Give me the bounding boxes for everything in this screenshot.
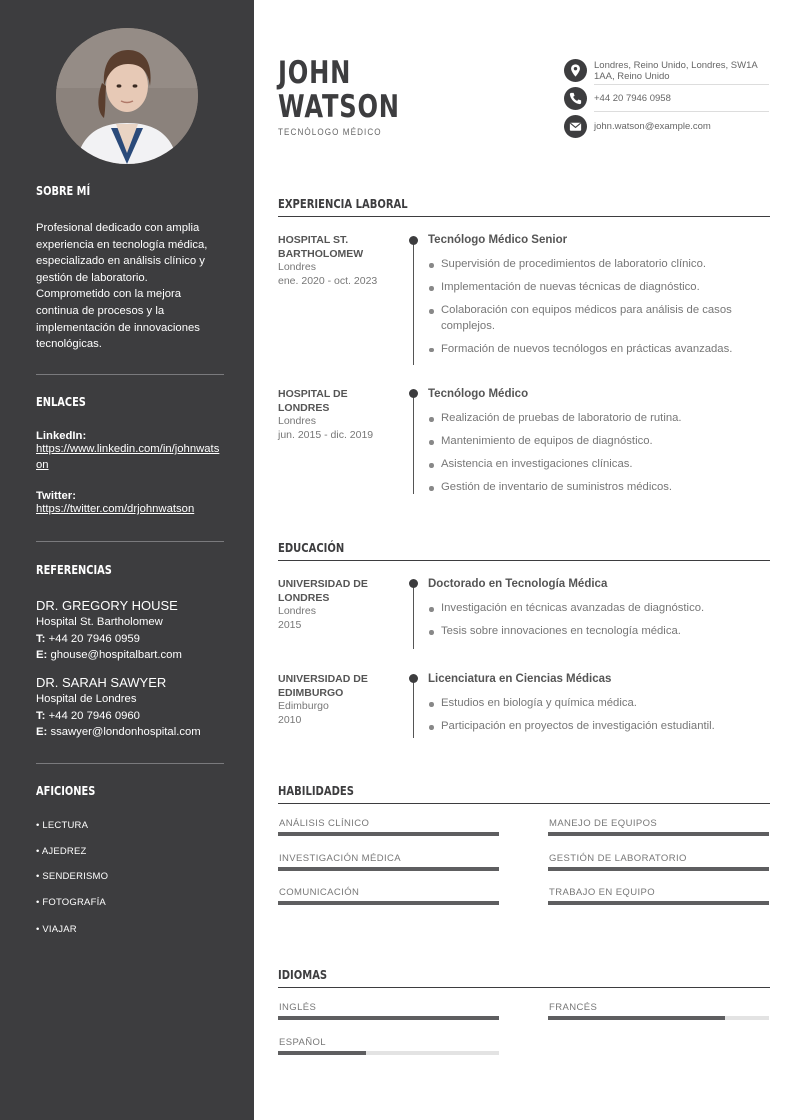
experience-role: Tecnólogo Médico Senior [428,234,568,246]
hobbies-title: AFICIONES [36,784,96,798]
skill-level-fill [548,901,769,905]
hobby-item: • AJEDREZ [36,846,87,857]
experience-location: Londres [278,415,316,427]
reference-name: DR. GREGORY HOUSE [36,598,178,613]
reference-item [36,674,226,741]
contact-address: Londres, Reino Unido, Londres, SW1A 1AA, Reino Unido [594,60,758,83]
section-rule [278,803,770,804]
skill-level-bar [278,832,499,836]
language-label: FRANCÉS [549,1002,598,1013]
link-label: LinkedIn: [36,430,87,442]
reference-name: DR. SARAH SAWYER [36,675,167,690]
skill-level-bar [548,867,769,871]
profile-photo [56,28,198,164]
skill-level-fill [548,832,769,836]
hobby-item: • SENDERISMO [36,871,109,882]
list-item: Gestión de inventario de suministros médicos. [428,480,768,496]
skill-level-bar [548,901,769,905]
reference-org: Hospital de Londres [36,693,137,705]
language-level-bar [548,1016,769,1020]
education-dates: 2015 [278,619,302,631]
twitter-link[interactable]: https://twitter.com/drjohnwatson [36,503,195,515]
education-dates: 2010 [278,714,302,726]
experience-org: HOSPITAL ST. BARTHOLOMEW [278,234,364,260]
divider [36,541,224,542]
language-level-bar [278,1016,499,1020]
reference-email: E: ssawyer@londonhospital.com [36,726,201,738]
experience-bullets [428,411,768,503]
divider [36,374,224,375]
linkedin-link[interactable]: https://www.linkedin.com/in/johnwatson [36,443,220,471]
skills-title: HABILIDADES [278,783,354,798]
skill-level-fill [278,901,499,905]
language-level-bar [278,1051,499,1055]
divider [36,763,224,764]
languages-title: IDIOMAS [278,967,328,982]
experience-location: Londres [278,261,316,273]
section-rule [278,987,770,988]
skill-label: MANEJO DE EQUIPOS [549,818,658,829]
skill-label: COMUNICACIÓN [279,887,360,898]
link-label: Twitter: [36,490,76,502]
job-title: TECNÓLOGO MÉDICO [278,127,382,137]
skill-label: GESTIÓN DE LABORATORIO [549,852,687,864]
timeline-line [413,394,414,494]
experience-role: Tecnólogo Médico [428,388,529,400]
education-location: Edimburgo [278,700,329,712]
timeline-line [413,584,414,649]
education-org: UNIVERSIDAD DE EDIMBURGO [278,673,368,699]
education-org: UNIVERSIDAD DE LONDRES [278,578,368,604]
skill-level-fill [548,867,769,871]
timeline-dot [409,579,418,588]
skill-label: TRABAJO EN EQUIPO [549,887,656,898]
contact-email: john.watson@example.com [594,121,711,132]
reference-phone: T: +44 20 7946 0959 [36,632,140,645]
section-rule [278,216,770,217]
hobby-item: • LECTURA [36,820,89,831]
divider [594,84,769,85]
reference-email: E: ghouse@hospitalbart.com [36,649,182,661]
education-bullets [428,601,768,647]
skill-level-fill [278,832,499,836]
list-item: Implementación de nuevas técnicas de diagnóstico. [428,280,768,296]
sidebar [0,0,254,1120]
envelope-icon [564,115,587,138]
timeline-line [413,679,414,738]
language-level-fill [278,1016,499,1020]
skill-label: ANÁLISIS CLÍNICO [279,818,370,829]
experience-dates: jun. 2015 - dic. 2019 [278,429,374,441]
last-name: WATSON [278,89,400,125]
list-item: Participación en proyectos de investigación estudiantil. [428,719,768,735]
link-linkedin [36,430,222,473]
reference-org: Hospital St. Bartholomew [36,616,163,628]
list-item: Asistencia en investigaciones clínicas. [428,457,768,473]
list-item: Estudios en biología y química médica. [428,696,768,712]
education-title: EDUCACIÓN [278,540,345,555]
reference-phone: T: +44 20 7946 0960 [36,709,140,722]
hobby-item: • FOTOGRAFÍA [36,897,106,908]
education-degree: Doctorado en Tecnología Médica [428,578,608,590]
timeline-line [413,240,414,365]
education-degree: Licenciatura en Ciencias Médicas [428,673,612,685]
list-item: Formación de nuevos tecnólogos en prácticas avanzadas. [428,342,768,358]
skill-level-bar [278,901,499,905]
language-label: ESPAÑOL [279,1037,326,1048]
experience-dates: ene. 2020 - oct. 2023 [278,275,378,287]
links-title: ENLACES [36,395,86,409]
language-label: INGLÉS [279,1002,317,1013]
contact-phone: +44 20 7946 0958 [594,93,671,104]
section-rule [278,560,770,561]
timeline-dot [409,389,418,398]
about-text: Profesional dedicado con amplia experiencia en tecnología médica, especializado en análisis clínico y gestión de laboratorio. Comprometido con la mejora continua de procesos y la implementación de innovaciones tecnológicas. [36,222,208,351]
language-level-fill [278,1051,366,1055]
list-item: Tesis sobre innovaciones en tecnología médica. [428,624,768,640]
timeline-dot [409,236,418,245]
about-title: SOBRE MÍ [36,184,91,198]
list-item: Realización de pruebas de laboratorio de rutina. [428,411,768,427]
list-item: Supervisión de procedimientos de laboratorio clínico. [428,257,768,273]
phone-icon [564,87,587,110]
skill-level-bar [548,832,769,836]
education-location: Londres [278,605,316,617]
list-item: Investigación en técnicas avanzadas de diagnóstico. [428,601,768,617]
hobby-item: • VIAJAR [36,924,77,935]
timeline-dot [409,674,418,683]
experience-org: HOSPITAL DE LONDRES [278,388,348,414]
skill-level-bar [278,867,499,871]
list-item: Mantenimiento de equipos de diagnóstico. [428,434,768,450]
first-name: JOHN [278,55,352,91]
reference-item [36,597,226,664]
skill-label: INVESTIGACIÓN MÉDICA [279,852,402,864]
divider [594,111,769,112]
skill-level-fill [278,867,499,871]
list-item: Colaboración con equipos médicos para análisis de casos complejos. [428,303,768,334]
experience-bullets [428,257,768,365]
language-level-fill [548,1016,725,1020]
references-title: REFERENCIAS [36,563,112,577]
experience-title: EXPERIENCIA LABORAL [278,196,408,211]
link-twitter [36,490,222,518]
education-bullets [428,696,768,742]
location-pin-icon [564,59,587,82]
